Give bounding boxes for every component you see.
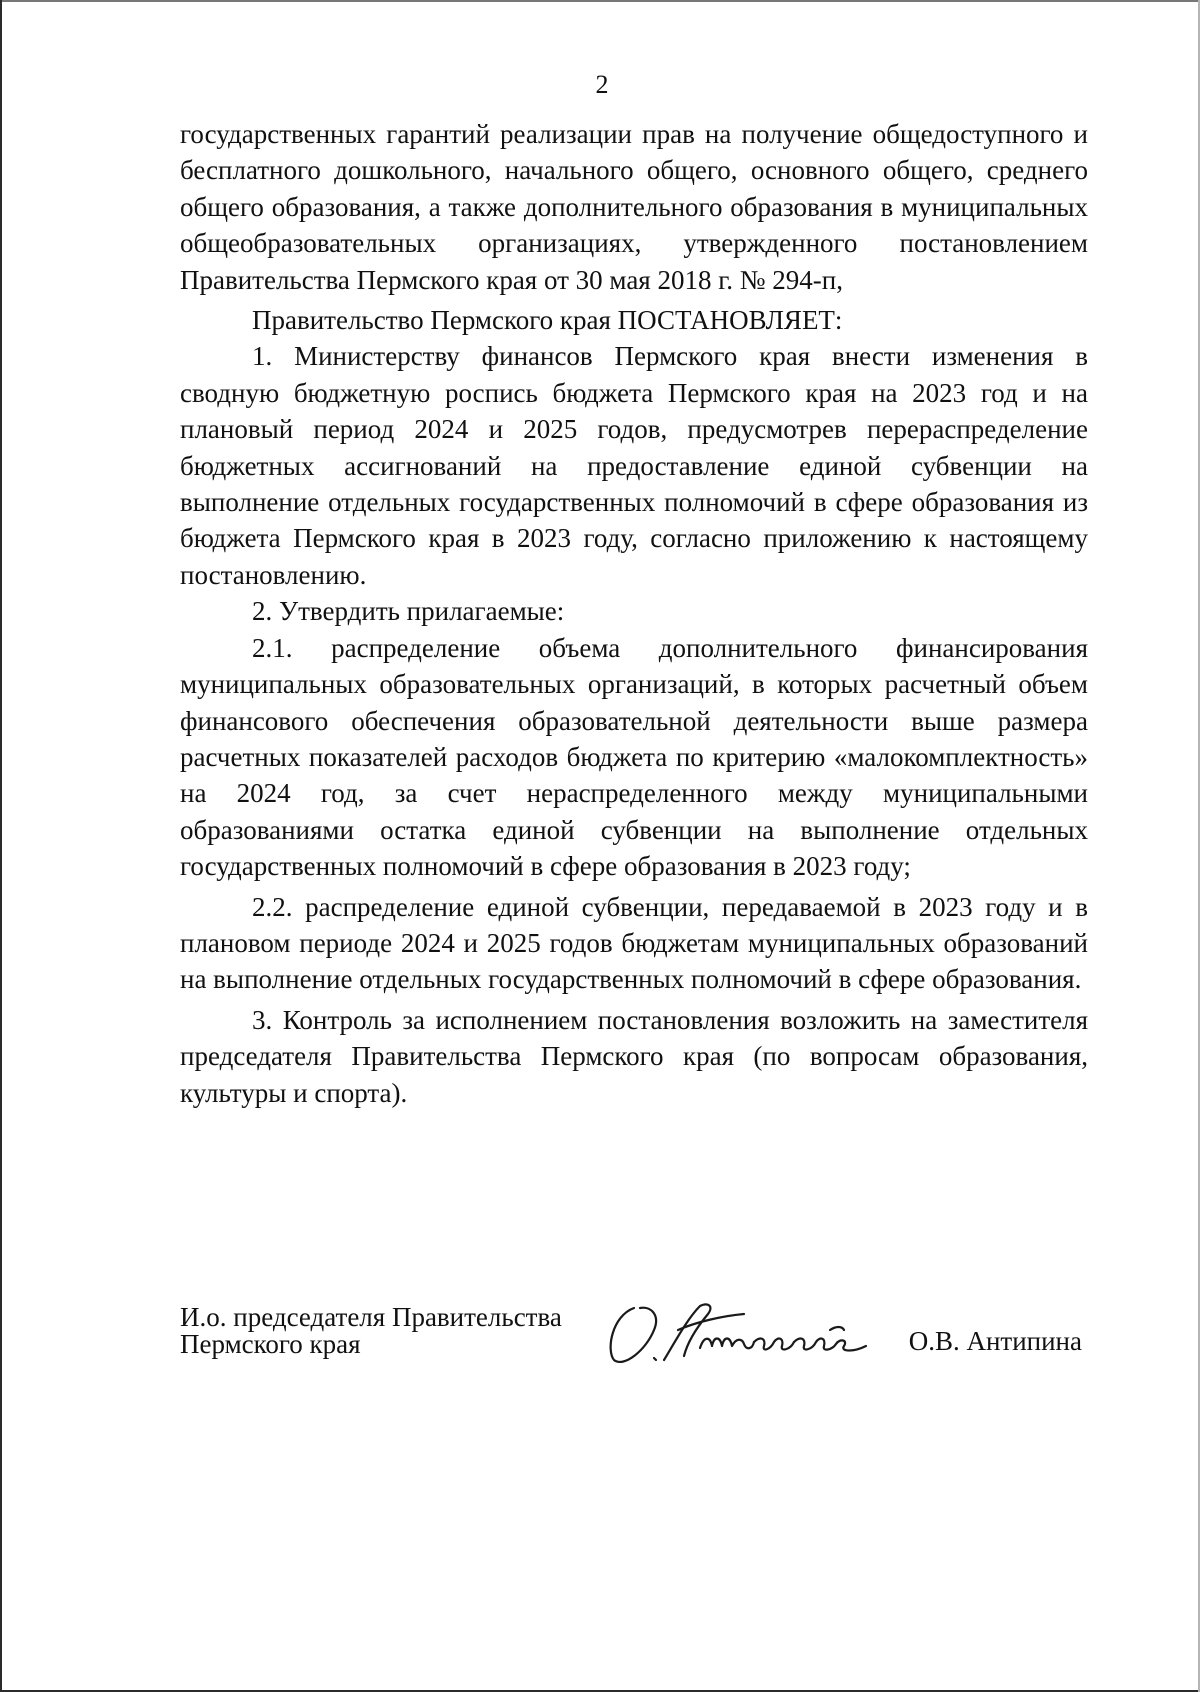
paragraph-item-1: 1. Министерству финансов Пермского края внести изменения в сводную бюджетную роспись бюджета Пермского края на 2023 год и на плановый период 2024 и 2025 годов, предусмотрев перераспределение бюджетных ассигнований на предоставление единой субвенции на выполнение отдельных государственных полномочий в сфере образования из бюджета Пермского края в 2023 году, согласно приложению к настоящему постановлению. [180,341,1088,590]
signatory-name: О.В. Антипина [908,1326,1082,1356]
signature-block [180,1300,1088,1390]
scan-edge-top [2,0,1200,2]
paragraph-item-3: 3. Контроль за исполнением постановления возложить на заместителя председателя Правительства Пермского края (по вопросам образования, культуры и спорта). [180,1004,1088,1108]
page-number: 2 [595,70,609,99]
paragraph-item-2-2: 2.2. распределение единой субвенции, передаваемой в 2023 году и в плановом периоде 2024 и 2025 годов бюджетам муниципальных образований на выполнение отдельных государственных полномочий в сфере образования. [180,891,1088,995]
paragraph-resolves: Правительство Пермского края ПОСТАНОВЛЯЕТ: [252,305,843,336]
paragraph-item-2-1: 2.1. распределение объема дополнительного финансирования муниципальных образовательных организаций, в которых расчетный объем финансового обеспечения образовательной деятельности выше размера расчетных показателей расходов бюджета по критерию «малокомплектность» на 2024 год, за счет нераспределенного между муниципальными образованиями остатка единой субвенции на выполнение отдельных государственных полномочий в сфере образования в 2023 году; [180,632,1088,882]
signatory-position [180,1304,562,1358]
paragraph-item-2: 2. Утвердить прилагаемые: [252,596,565,627]
paragraph-preamble-continuation: государственных гарантий реализации прав на получение общедоступного и бесплатного дошкольного, начального общего, основного общего, среднего общего образования, а также дополнительного образования в муниципальных общеобразовательных организациях, утвержденного постановлением Правительства Пермского края от 30 мая 2018 г. № 294-п, [180,119,1088,295]
signatory-position-line-1: И.о. председателя Правительства [180,1302,562,1332]
handwritten-signature [604,1300,894,1370]
document-body [180,116,1088,1111]
signatory-position-line-2: Пермского края [180,1329,361,1359]
